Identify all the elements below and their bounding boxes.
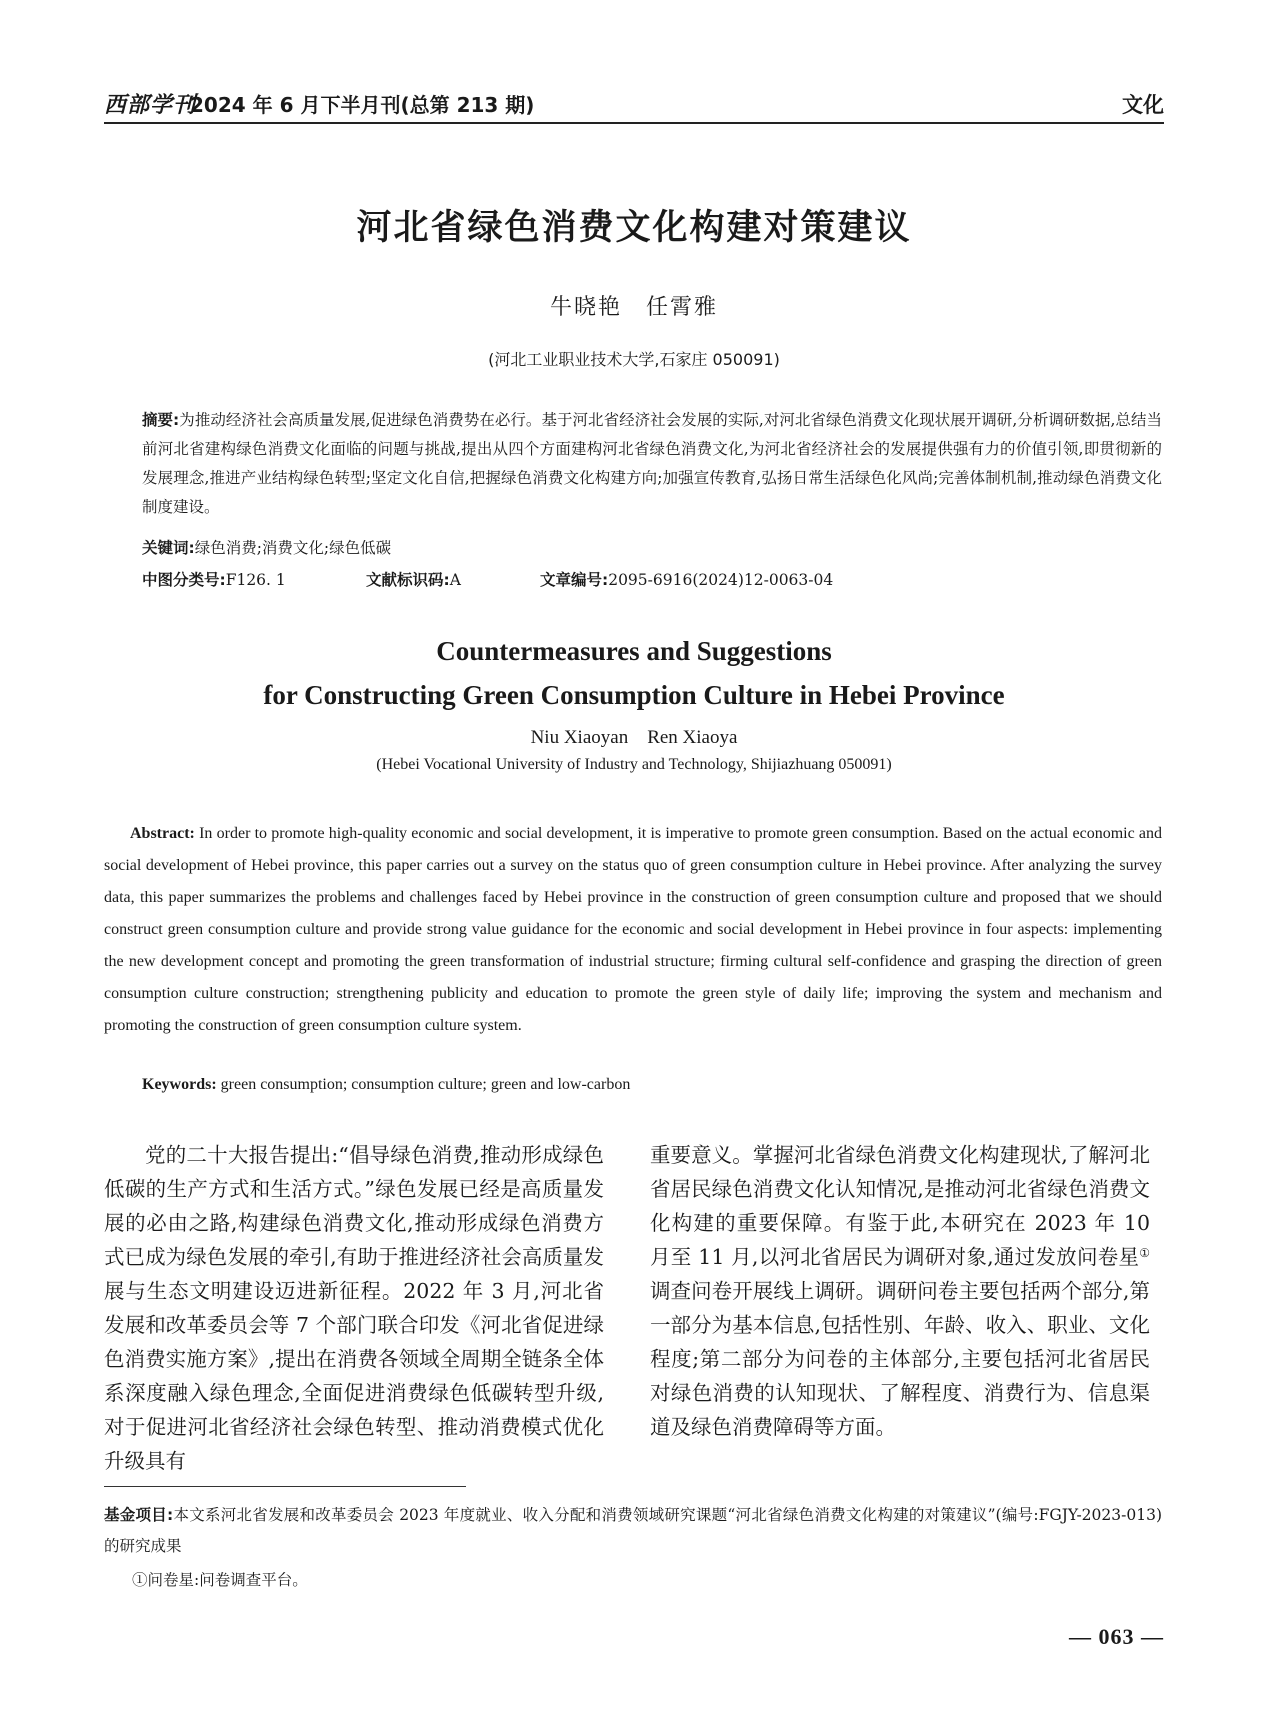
keywords-cn [142,536,391,558]
abstract-cn [142,406,1162,522]
journal-logo: 西部学刊 [104,92,197,118]
clc-number [142,568,286,590]
fund-text: 本文系河北省发展和改革委员会 2023 年度就业、收入分配和消费领域研究课题“河北省绿色消费文化构建的对策建议”(编号:FGJY-2023-013)的研究成果 [104,1506,1162,1555]
clc-label: 中图分类号: [142,571,226,589]
affiliation-cn: (河北工业职业技术大学,石家庄 050091) [488,350,780,369]
footnote-marker: ① [1139,1246,1150,1260]
footnote-divider [104,1486,466,1487]
authors-cn: 牛晓艳 任霄雅 [549,295,718,320]
doc-code-label: 文献标识码: [366,571,450,589]
body-right-text-1: 重要意义。掌握河北省绿色消费文化构建现状,了解河北省居民绿色消费文化认知情况,是推动河北省绿色消费文化构建的重要保障。有鉴于此,本研究在 2023 年 10 月至 11 月,以河北省居民为调研对象,通过发放问卷星 [650,1143,1150,1269]
affiliation-en: (Hebei Vocational University of Industry and Technology, Shijiazhuang 050091) [376,756,892,773]
article-no-label: 文章编号: [540,571,609,589]
abstract-en-text: In order to promote high-quality economic and social development, it is imperative to promote green consumption. Based on the actual economic and social development of Hebei province, this paper carries out a survey on the status quo of green consumption culture in Hebei province. After analyzing the survey data, this paper summarizes the problems and challenges faced by Hebei province in the construction of green consumption culture and proposed that we should construct green consumption culture and provide strong value guidance for the economic and social development in Hebei province in four aspects: implementing the new development concept and promoting the green transformation of industrial structure; firming cultural self-confidence and grasping the direction of green consumption culture construction; strengthening publicity and education to promote the green style of daily life; improving the system and mechanism and promoting the construction of green consumption culture system. [104,825,1162,1034]
body-right-column [650,1138,1150,1444]
keywords-cn-text: 绿色消费;消费文化;绿色低碳 [194,539,392,557]
keywords-cn-label: 关键词: [142,539,195,557]
body-left-column: 党的二十大报告提出:“倡导绿色消费,推动形成绿色低碳的生产方式和生活方式。”绿色发展已经是高质量发展的必由之路,构建绿色消费文化,推动形成绿色消费方式已成为绿色发展的牵引,有助于推进经济社会高质量发展与生态文明建设迈进新征程。2022 年 3 月,河北省发展和改革委员会等 7 个部门联合印发《河北省促进绿色消费实施方案》,提出在消费各领域全周期全链条全体系深度融入绿色理念,全面促进消费绿色低碳转型升级,对于促进河北省经济社会绿色转型、推动消费模式优化升级具有 [104,1143,604,1473]
body-right-text-2: 调查问卷开展线上调研。调研问卷主要包括两个部分,第一部分为基本信息,包括性别、年龄、收入、职业、文化程度;第二部分为问卷的主体部分,主要包括河北省居民对绿色消费的认知现状、了解程度、消费行为、信息渠道及绿色消费障碍等方面。 [650,1279,1150,1439]
keywords-en-label: Keywords: [142,1076,217,1093]
fund-label: 基金项目: [104,1506,174,1524]
authors-en: Niu Xiaoyan Ren Xiaoya [530,727,738,748]
abstract-en [104,818,1162,1042]
fund-note [104,1500,1162,1562]
document-code [366,568,461,590]
page-number: — 063 — [1069,1624,1164,1649]
abstract-cn-text: 为推动经济社会高质量发展,促进绿色消费势在必行。基于河北省经济社会发展的实际,对河北省绿色消费文化现状展开调研,分析调研数据,总结当前河北省建构绿色消费文化面临的问题与挑战,提出从四个方面建构河北省绿色消费文化,为河北省经济社会的发展提供强有力的价值引领,即贯彻新的发展理念,推进产业结构绿色转型;坚定文化自信,把握绿色消费文化构建方向;加强宣传教育,弘扬日常生活绿色化风尚;完善体制机制,推动绿色消费文化制度建设。 [142,411,1162,516]
journal-issue: 2024 年 6 月下半月刊(总第 213 期) [190,93,535,117]
keywords-en [142,1076,630,1094]
paper-title-en-line2: for Constructing Green Consumption Culture in Hebei Province [263,680,1005,710]
section-name: 文化 [1122,93,1164,117]
article-number [540,568,833,590]
paper-title-en-line1: Countermeasures and Suggestions [436,636,832,666]
clc-value: F126. 1 [225,571,286,589]
abstract-cn-label: 摘要: [142,411,180,429]
keywords-en-text: green consumption; consumption culture; green and low-carbon [220,1076,631,1093]
doc-code-value: A [449,571,461,589]
article-no-value: 2095-6916(2024)12-0063-04 [608,571,834,589]
paper-title-cn: 河北省绿色消费文化构建对策建议 [356,208,912,248]
running-header [104,86,1164,124]
abstract-en-label: Abstract: [130,825,195,842]
footnote-1: ①问卷星:问卷调查平台。 [132,1571,308,1589]
